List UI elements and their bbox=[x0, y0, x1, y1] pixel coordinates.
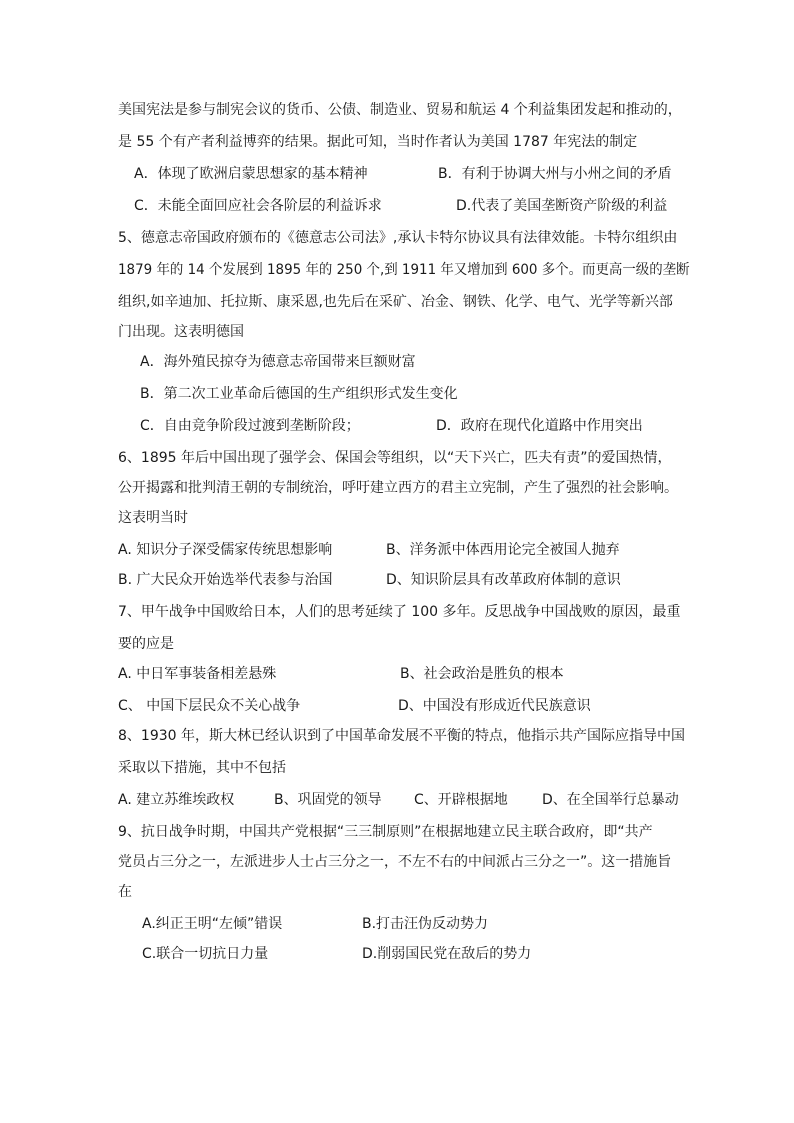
q9-stem-line-3: 在 bbox=[118, 884, 132, 900]
intro-option-d: D.代表了美国垄断资产阶级的利益 bbox=[456, 198, 668, 214]
q6-stem-line-2: 公开揭露和批判清王朝的专制统治，呼吁建立西方的君主立宪制，产生了强烈的社会影响。 bbox=[118, 480, 678, 496]
q5-stem-line-3: 组织,如辛迪加、托拉斯、康采恩,也先后在采矿、冶金、钢铁、化学、电气、光学等新兴部 bbox=[118, 294, 673, 310]
q5-option-c: C．自由竞争阶段过渡到垄断阶段； bbox=[140, 418, 360, 434]
intro-option-c: C．未能全面回应社会各阶层的利益诉求 bbox=[134, 198, 382, 214]
q6-stem-line-1: 6、1895 年后中国出现了强学会、保国会等组织，以“天下兴亡，匹夫有责”的爱国热情， bbox=[118, 450, 672, 466]
q8-option-a: A. 建立苏维埃政权 bbox=[118, 792, 235, 808]
q7-option-a: A. 中日军事装备相差悬殊 bbox=[118, 666, 277, 682]
q9-option-d: D.削弱国民党在敌后的势力 bbox=[362, 946, 532, 962]
intro-stem-line-1: 美国宪法是参与制宪会议的货币、公债、制造业、贸易和航运 4 个利益集团发起和推动的， bbox=[118, 102, 682, 118]
q7-option-c: C、 中国下层民众不关心战争 bbox=[118, 698, 301, 714]
q8-stem-line-1: 8、1930 年，斯大林已经认识到了中国革命发展不平衡的特点，他指示共产国际应指导中国 bbox=[118, 728, 685, 744]
q8-stem-line-2: 采取以下措施，其中不包括 bbox=[118, 760, 286, 776]
q9-option-a: A.纠正王明“左倾”错误 bbox=[142, 916, 283, 932]
q5-stem-line-2: 1879 年的 14 个发展到 1895 年的 250 个,到 1911 年又增加到 600 多个。而更高一级的垄断 bbox=[118, 262, 690, 278]
q7-option-d: D、中国没有形成近代民族意识 bbox=[398, 698, 591, 714]
q9-option-c: C.联合一切抗日力量 bbox=[142, 946, 269, 962]
q8-option-d: D、在全国举行总暴动 bbox=[542, 792, 679, 808]
q9-stem-line-2: 党员占三分之一，左派进步人士占三分之一，不左不右的中间派占三分之一”。这一措施旨 bbox=[118, 854, 672, 870]
q7-stem-line-1: 7、甲午战争中国败给日本，人们的思考延续了 100 多年。反思战争中国战败的原因，最重 bbox=[118, 604, 681, 620]
intro-stem-line-2: 是 55 个有产者利益博弈的结果。据此可知，当时作者认为美国 1787 年宪法的制定 bbox=[118, 134, 638, 150]
q5-stem-line-1: 5、德意志帝国政府颁布的《德意志公司法》,承认卡特尔协议具有法律效能。卡特尔组织由 bbox=[118, 230, 678, 246]
intro-option-b: B．有利于协调大州与小州之间的矛盾 bbox=[438, 166, 672, 182]
q6-stem-line-3: 这表明当时 bbox=[118, 510, 188, 526]
q6-option-b: B、洋务派中体西用论完全被国人抛弃 bbox=[386, 542, 620, 558]
q5-option-a: A．海外殖民掠夺为德意志帝国带来巨额财富 bbox=[140, 354, 416, 370]
q6-option-c: B. 广大民众开始选举代表参与治国 bbox=[118, 572, 333, 588]
intro-option-a: A．体现了欧洲启蒙思想家的基本精神 bbox=[134, 166, 368, 182]
q6-option-a: A. 知识分子深受儒家传统思想影响 bbox=[118, 542, 333, 558]
q5-option-b: B．第二次工业革命后德国的生产组织形式发生变化 bbox=[140, 386, 458, 402]
q6-option-d: D、知识阶层具有改革政府体制的意识 bbox=[386, 572, 621, 588]
q9-stem-line-1: 9、抗日战争时期，中国共产党根据“三三制原则”在根据地建立民主联合政府，即“共产 bbox=[118, 824, 653, 840]
q7-option-b: B、社会政治是胜负的根本 bbox=[400, 666, 564, 682]
q9-option-b: B.打击汪伪反动势力 bbox=[362, 916, 489, 932]
q7-stem-line-2: 要的应是 bbox=[118, 636, 174, 652]
q8-option-c: C、开辟根据地 bbox=[414, 792, 508, 808]
q8-option-b: B、巩固党的领导 bbox=[274, 792, 382, 808]
q5-stem-line-4: 门出现。这表明德国 bbox=[118, 324, 244, 340]
q5-option-d: D．政府在现代化道路中作用突出 bbox=[436, 418, 643, 434]
